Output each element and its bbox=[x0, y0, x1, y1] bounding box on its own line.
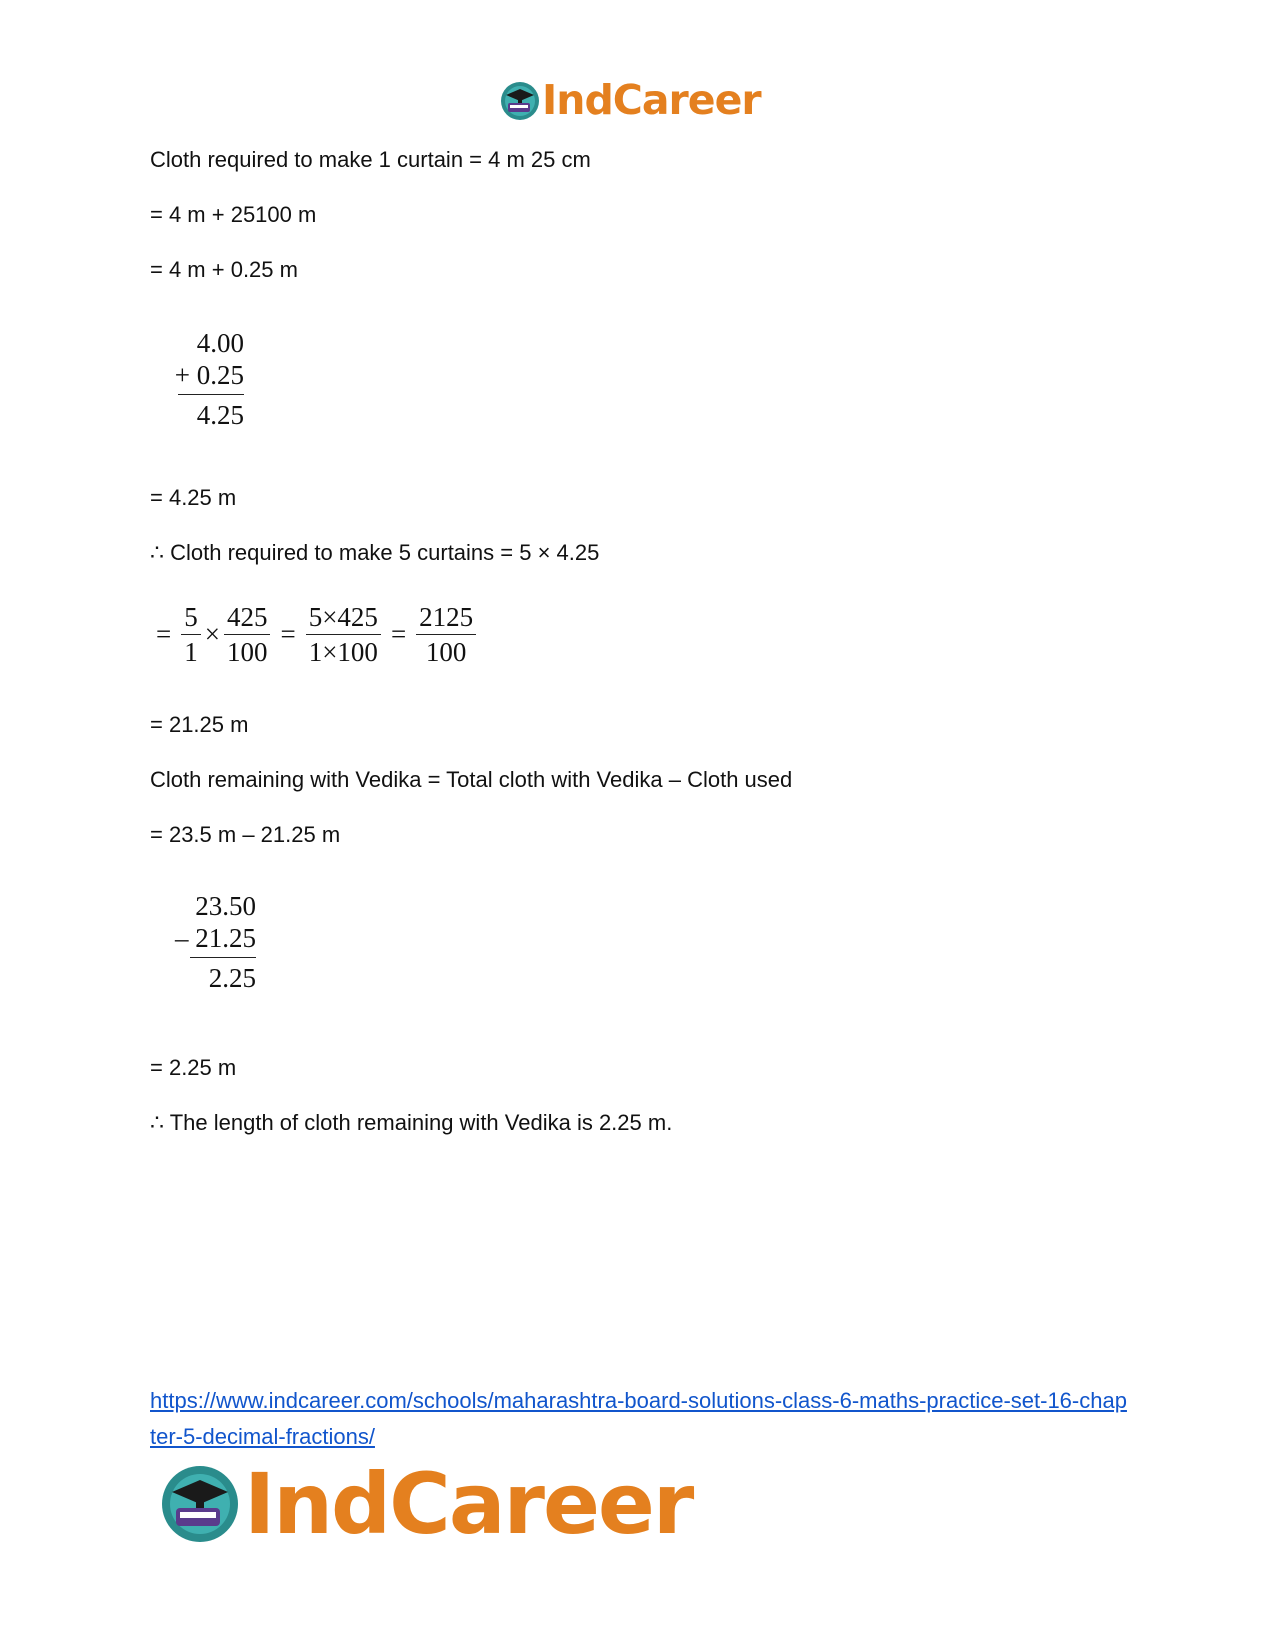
fraction-calculation bbox=[150, 602, 480, 667]
addition-result: 4.25 bbox=[196, 400, 244, 430]
graduation-book-icon bbox=[500, 81, 540, 121]
addition-calculation bbox=[152, 327, 244, 431]
equals-sign: = bbox=[156, 619, 172, 649]
addition-bottom: + 0.25 bbox=[174, 360, 244, 390]
logo-wordmark: IndCareer bbox=[244, 1455, 693, 1553]
subtraction-top: 23.50 bbox=[195, 891, 256, 921]
addition-top: 4.00 bbox=[196, 328, 244, 358]
header-logo bbox=[500, 76, 761, 124]
text-line-1: Cloth required to make 1 curtain = 4 m 25 cm bbox=[150, 147, 591, 172]
fraction-1-denominator: 1 bbox=[184, 637, 198, 667]
source-link[interactable]: https://www.indcareer.com/schools/maharashtra-board-solutions-class-6-maths-practice-set-16-chapter-5-decimal-fractions/ bbox=[150, 1388, 1127, 1449]
text-line-3: = 4 m + 0.25 m bbox=[150, 257, 298, 282]
times-sign: × bbox=[204, 619, 220, 649]
text-line-10: ∴ The length of cloth remaining with Vedika is 2.25 m. bbox=[150, 1110, 673, 1135]
fraction-3-denominator: 1×100 bbox=[308, 637, 378, 667]
text-line-7: Cloth remaining with Vedika = Total cloth with Vedika – Cloth used bbox=[150, 767, 793, 792]
subtraction-calculation bbox=[160, 890, 256, 994]
graduation-book-icon bbox=[160, 1464, 240, 1544]
fraction-3 bbox=[306, 602, 381, 667]
fraction-2-denominator: 100 bbox=[226, 637, 268, 667]
text-line-6: = 21.25 m bbox=[150, 712, 249, 737]
equals-sign: = bbox=[280, 619, 296, 649]
fraction-2 bbox=[224, 602, 271, 667]
text-line-9: = 2.25 m bbox=[150, 1055, 237, 1080]
fraction-1-numerator: 5 bbox=[181, 602, 201, 635]
text-line-4: = 4.25 m bbox=[150, 485, 237, 510]
fraction-4 bbox=[416, 602, 476, 667]
fraction-4-denominator: 100 bbox=[425, 637, 467, 667]
fraction-1 bbox=[181, 602, 201, 667]
subtraction-result: 2.25 bbox=[208, 963, 256, 993]
fraction-2-numerator: 425 bbox=[224, 602, 271, 635]
footer-logo bbox=[160, 1455, 693, 1553]
subtraction-rule bbox=[190, 957, 256, 958]
text-line-2: = 4 m + 25100 m bbox=[150, 202, 317, 227]
fraction-3-numerator: 5×425 bbox=[306, 602, 381, 635]
addition-rule bbox=[178, 394, 244, 395]
fraction-4-numerator: 2125 bbox=[416, 602, 476, 635]
subtraction-bottom: – 21.25 bbox=[175, 923, 256, 953]
logo-wordmark: IndCareer bbox=[542, 76, 761, 124]
text-line-8: = 23.5 m – 21.25 m bbox=[150, 822, 341, 847]
text-line-5: ∴ Cloth required to make 5 curtains = 5 × 4.25 bbox=[150, 540, 600, 565]
equals-sign: = bbox=[390, 619, 407, 649]
